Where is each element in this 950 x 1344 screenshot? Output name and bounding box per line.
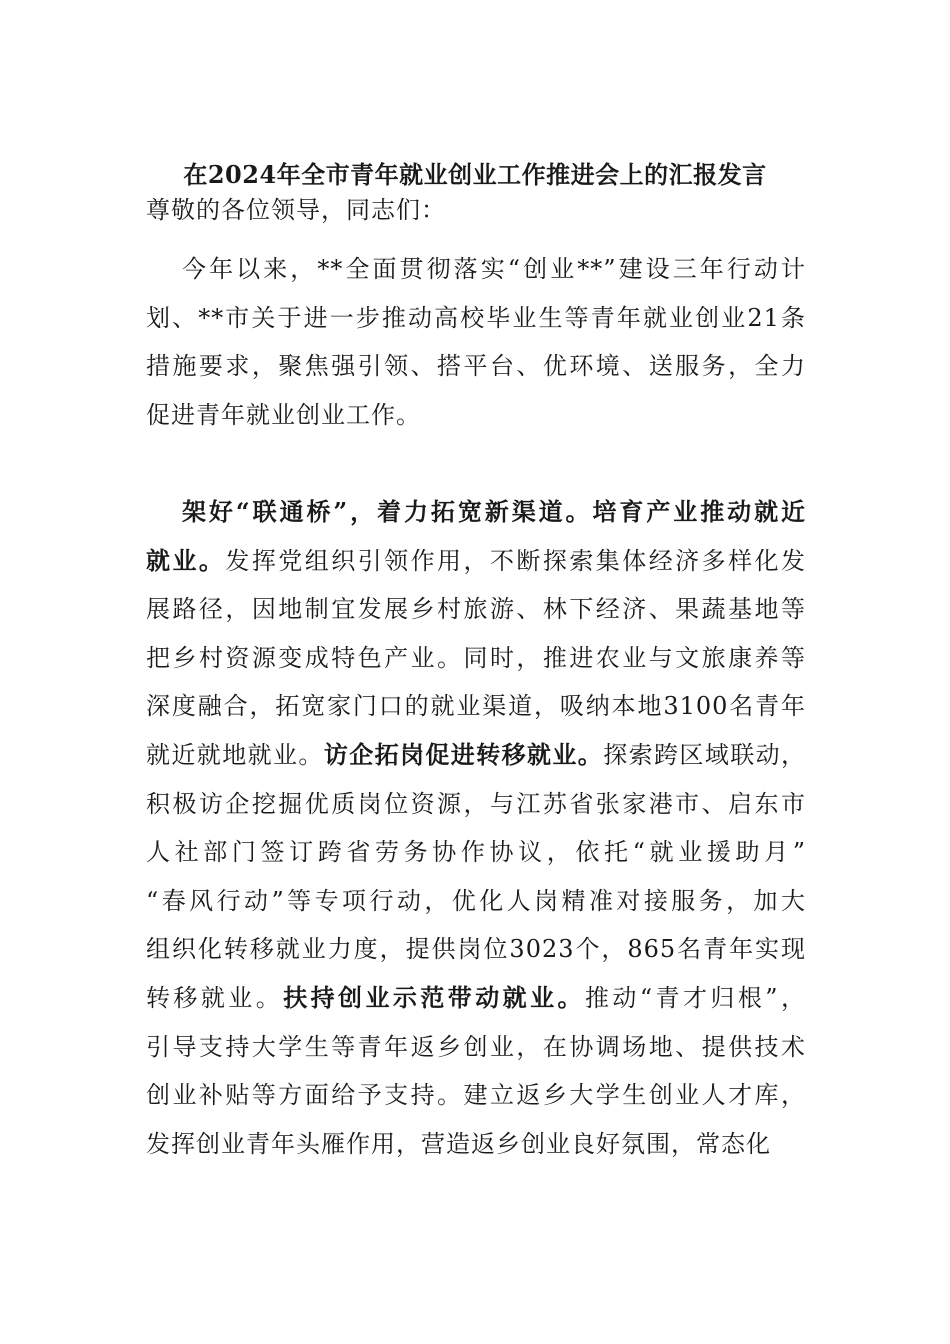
text-run: 今年以来，**全面贯彻落实“创业**”建设三年行动计 (182, 255, 806, 283)
text-run: 积极访企挖掘优质岗位资源，与江苏省张家港市、启东市 (146, 789, 806, 818)
paragraph-intro (146, 245, 806, 439)
text-run: 引导支持大学生等青年返乡创业，在协调场地、提供技术 (146, 1032, 806, 1061)
text-line (146, 925, 806, 974)
text-line (146, 877, 806, 926)
text-run: 展路径，因地制宜发展乡村旅游、林下经济、果蔬基地等 (146, 595, 806, 624)
bold-heading-run: 就业。 (146, 545, 226, 575)
text-line (146, 391, 806, 440)
text-line (146, 537, 806, 586)
text-line (146, 585, 806, 634)
text-run: 探索跨区域联动， (603, 740, 807, 769)
text-line (146, 1071, 806, 1120)
text-run: “春风行动”等专项行动，优化人岗精准对接服务，加大 (146, 886, 806, 915)
bold-heading-run: 扶持创业示范带动就业。 (283, 982, 585, 1012)
text-run: 深度融合，拓宽家门口的就业渠道，吸纳本地3100名青年 (146, 692, 806, 721)
salutation: 尊敬的各位领导，同志们： (146, 196, 446, 224)
text-line (146, 682, 806, 731)
text-run: 人社部门签订跨省劳务协作协议，依托“就业援助月” (146, 838, 806, 867)
text-run: 划、**市关于进一步推动高校毕业生等青年就业创业21条 (146, 303, 806, 332)
text-line (146, 294, 806, 343)
text-run: 就近就地就业。 (146, 740, 324, 769)
text-run: 组织化转移就业力度，提供岗位3023个，865名青年实现 (146, 935, 806, 964)
text-line (146, 1120, 806, 1169)
text-run: 推动“青才归根”， (584, 983, 807, 1012)
document-title: 在2024年全市青年就业创业工作推进会上的汇报发言 (183, 160, 767, 189)
text-line (146, 245, 806, 294)
text-line (146, 488, 806, 537)
text-line (146, 828, 806, 877)
text-line (146, 634, 806, 683)
text-line (146, 731, 806, 780)
text-run: 转移就业。 (146, 983, 284, 1012)
text-run: 创业补贴等方面给予支持。建立返乡大学生创业人才库， (146, 1081, 806, 1110)
text-run: 把乡村资源变成特色产业。同时，推进农业与文旅康养等 (146, 643, 806, 672)
paragraph-bridge (146, 488, 806, 1168)
text-run: 发挥创业青年头雁作用，营造返乡创业良好氛围，常态化 (146, 1129, 771, 1158)
text-line (146, 780, 806, 829)
text-line (146, 974, 806, 1023)
bold-heading-run: 访企拓岗促进转移就业。 (323, 739, 604, 769)
text-line (146, 1023, 806, 1072)
text-run: 促进青年就业创业工作。 (146, 400, 421, 429)
bold-heading-run: 架好“联通桥”，着力拓宽新渠道。培育产业推动就近 (182, 497, 806, 526)
text-line (146, 342, 806, 391)
text-run: 发挥党组织引领作用，不断探索集体经济多样化发 (225, 546, 806, 575)
text-run: 措施要求，聚焦强引领、搭平台、优环境、送服务，全力 (146, 352, 806, 381)
